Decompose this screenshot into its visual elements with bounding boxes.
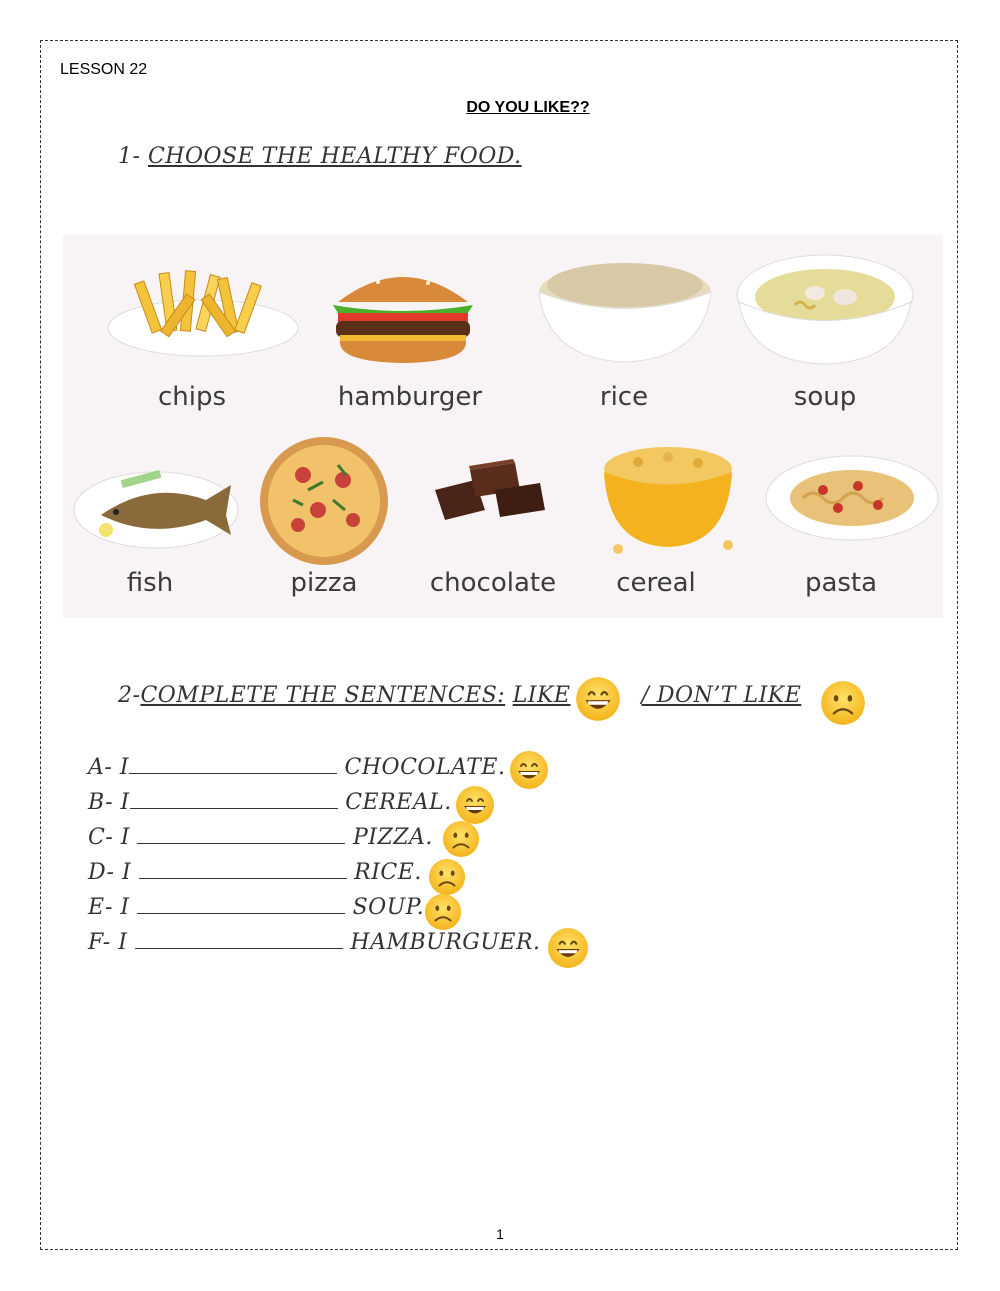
question-2-number: 2-	[118, 683, 141, 708]
sentence-letter: C- I	[88, 825, 130, 850]
answer-blank[interactable]	[135, 930, 343, 949]
happy-face-icon	[455, 785, 495, 825]
sentence-b	[88, 790, 452, 815]
sentence-d	[88, 860, 422, 885]
sentence-a	[88, 755, 505, 780]
pizza-image[interactable]	[258, 435, 390, 567]
sentence-letter: D- I	[88, 860, 132, 885]
rice-image[interactable]	[535, 247, 715, 367]
sentence-word: SOUP.	[352, 895, 425, 920]
page-number: 1	[496, 1226, 504, 1242]
soup-image[interactable]	[735, 247, 915, 367]
food-label-fish: fish	[126, 568, 174, 598]
food-label-soup: soup	[793, 382, 857, 412]
page-border	[40, 40, 958, 1250]
dont-like-label: / DON’T LIKE	[641, 683, 802, 708]
pasta-image[interactable]	[763, 450, 941, 545]
sentence-word: CHOCOLATE.	[344, 755, 506, 780]
sentence-f	[88, 930, 541, 955]
sentence-letter: B- I	[88, 790, 130, 815]
like-label: LIKE	[512, 683, 571, 708]
sentence-e	[88, 895, 424, 920]
food-label-chocolate: chocolate	[429, 568, 557, 598]
sad-face-icon	[442, 820, 480, 858]
chips-image[interactable]	[103, 253, 303, 363]
food-label-rice: rice	[599, 382, 649, 412]
cereal-image[interactable]	[588, 427, 748, 557]
sad-face-icon	[820, 680, 866, 726]
sentence-c	[88, 825, 433, 850]
question-1-instruction: CHOOSE THE HEALTHY FOOD.	[147, 144, 522, 169]
answer-blank[interactable]	[137, 825, 345, 844]
food-label-hamburger: hamburger	[337, 382, 483, 412]
chocolate-image[interactable]	[425, 455, 555, 535]
sentence-word: PIZZA.	[352, 825, 433, 850]
food-label-pizza: pizza	[290, 568, 358, 598]
sentence-word: HAMBURGUER.	[350, 930, 541, 955]
lesson-label: LESSON 22	[60, 61, 148, 78]
food-label-cereal: cereal	[616, 568, 696, 598]
food-label-chips: chips	[157, 382, 227, 412]
sentence-letter: F- I	[88, 930, 128, 955]
answer-blank[interactable]	[139, 860, 347, 879]
happy-face-icon	[547, 927, 589, 969]
sad-face-icon	[424, 893, 462, 931]
question-1-number: 1-	[118, 144, 141, 169]
page-title: DO YOU LIKE??	[466, 99, 590, 116]
sentence-word: CEREAL.	[345, 790, 452, 815]
answer-blank[interactable]	[137, 895, 345, 914]
happy-face-icon	[509, 750, 549, 790]
food-picture-panel	[63, 235, 943, 618]
fish-image[interactable]	[71, 455, 241, 555]
question-2	[118, 683, 801, 708]
answer-blank[interactable]	[129, 755, 337, 774]
question-1	[118, 144, 522, 169]
happy-face-icon	[575, 676, 621, 722]
sentence-letter: A- I	[88, 755, 130, 780]
sad-face-icon	[428, 858, 466, 896]
sentence-letter: E- I	[88, 895, 130, 920]
answer-blank[interactable]	[130, 790, 338, 809]
sentence-word: RICE.	[354, 860, 422, 885]
food-label-pasta: pasta	[804, 568, 878, 598]
question-2-instruction: COMPLETE THE SENTENCES:	[140, 683, 506, 708]
hamburger-image[interactable]	[328, 257, 478, 367]
